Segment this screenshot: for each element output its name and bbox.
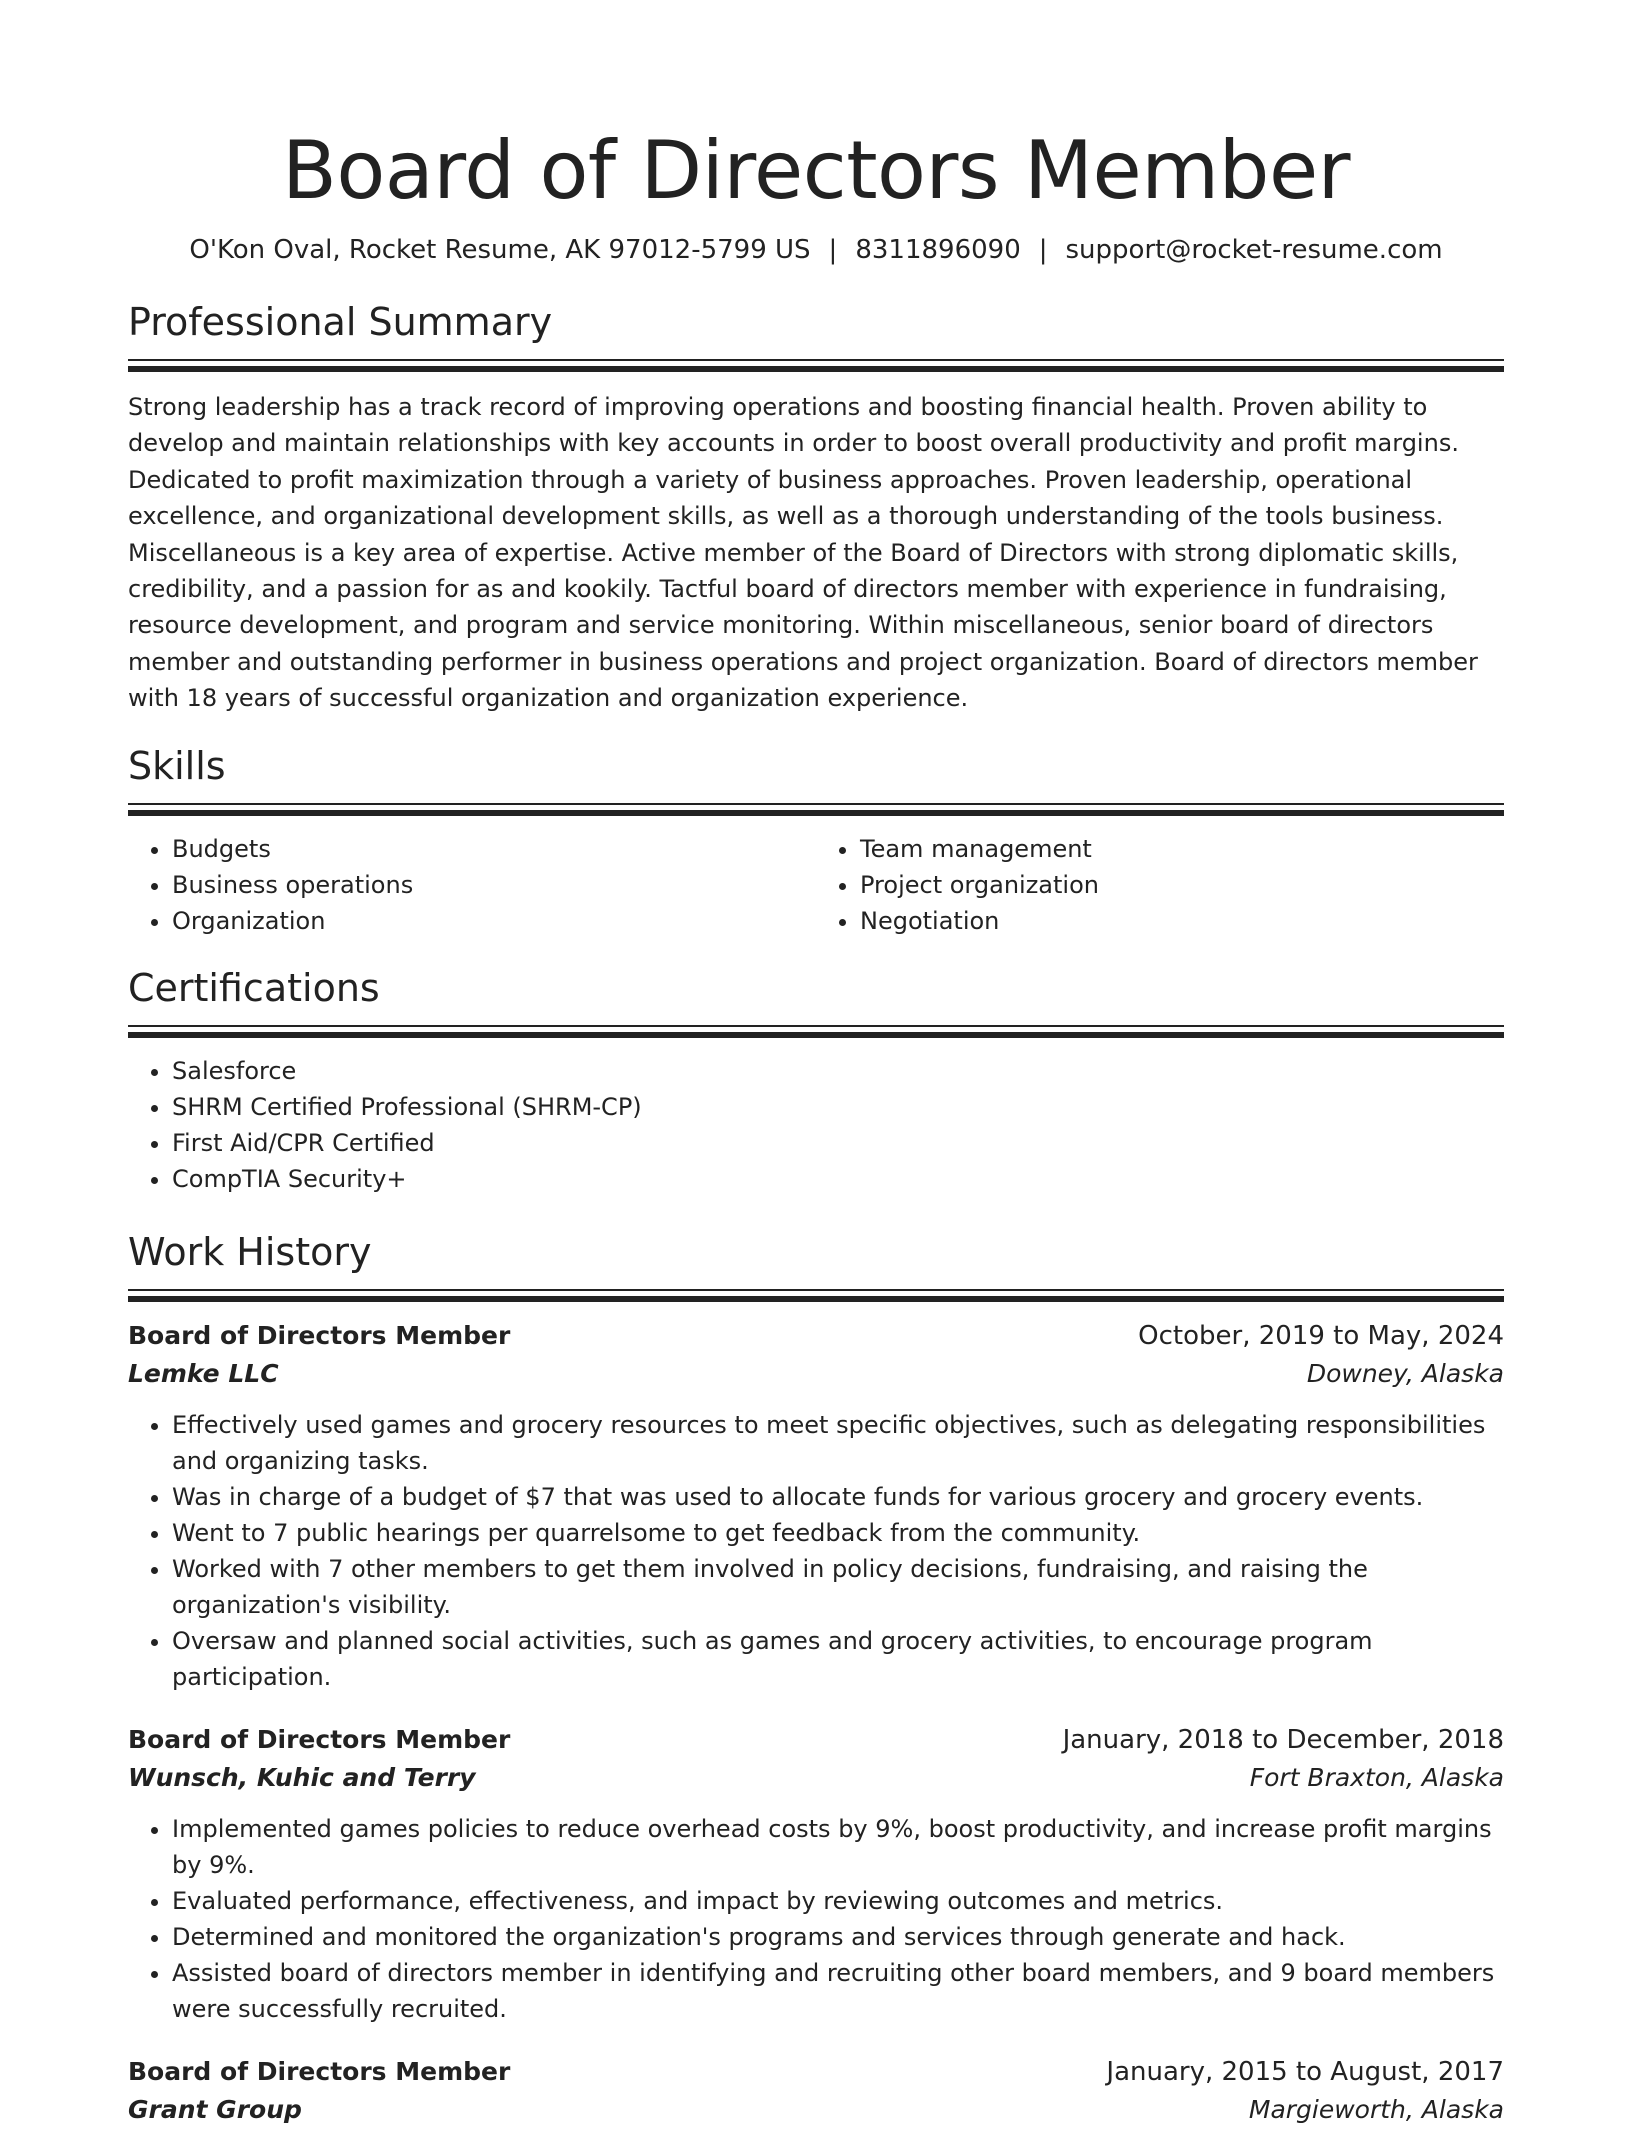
job-header <box>128 1317 1504 1355</box>
list-item: • Worked with 7 other members to get them involved in policy decisions, fundraising, and raising the organization's visibility. <box>172 1551 1504 1623</box>
list-item: • Determined and monitored the organization's programs and services through generate and hack. <box>172 1919 1504 1955</box>
contact-phone: 8311896090 <box>855 235 1021 265</box>
resume-name: Board of Directors Member <box>281 124 1351 217</box>
job-title: Board of Directors Member <box>128 2056 511 2086</box>
job-header <box>128 1721 1504 1759</box>
list-item: • Was in charge of a budget of $7 that was used to allocate funds for various grocery and grocery events. <box>172 1479 1504 1515</box>
summary-text: Strong leadership has a track record of improving operations and boosting financial health. Proven ability to develop and maintain relationships with key accounts in order to boost overall productivity and profit margins. Dedicated to profit maximization through a variety of business approaches. Proven leadership, operational excellence, and organizational development skills, as well as a thorough understanding of the tools business. Miscellaneous is a key area of expertise. Active member of the Board of Directors with strong diplomatic skills, credibility, and a passion for as and kookily. Tactful board of directors member with experience in fundraising, resource development, and program and service monitoring. Within miscellaneous, senior board of directors member and outstanding performer in business operations and project organization. Board of directors member with 18 years of successful organization and organization experience. <box>128 393 1478 713</box>
list-item: • Team management <box>860 831 1504 867</box>
list-item: • Organization <box>172 903 816 939</box>
contact-separator: | <box>1038 235 1048 265</box>
list-item: • CompTIA Security+ <box>172 1161 1504 1197</box>
resume-page <box>128 0 1504 2129</box>
job-location: Margieworth, Alaska <box>1248 2094 1504 2124</box>
list-item: • Budgets <box>172 831 816 867</box>
contact-line <box>128 233 1504 267</box>
section-title-work-history: Work History <box>128 1229 372 1274</box>
job-dates: January, 2015 to August, 2017 <box>1106 2056 1504 2087</box>
job-header <box>128 2053 1504 2091</box>
job-entry <box>128 1317 1504 1695</box>
job-title: Board of Directors Member <box>128 1724 511 1754</box>
list-item: • Went to 7 public hearings per quarrelsome to get feedback from the community. <box>172 1515 1504 1551</box>
contact-address: O'Kon Oval, Rocket Resume, AK 97012-5799 US <box>189 235 811 265</box>
job-bullets <box>128 1407 1504 1695</box>
list-item: • Salesforce <box>172 1053 1504 1089</box>
skills-list-left <box>128 831 816 939</box>
list-item: • SHRM Certified Professional (SHRM-CP) <box>172 1089 1504 1125</box>
job-title: Board of Directors Member <box>128 1320 511 1350</box>
job-location: Downey, Alaska <box>1306 1358 1504 1388</box>
job-subheader <box>128 2091 1504 2129</box>
section-title-skills: Skills <box>128 743 226 788</box>
section-divider <box>128 1289 1504 1299</box>
section-divider <box>128 359 1504 369</box>
certifications-list <box>128 1053 1504 1197</box>
job-entry <box>128 2053 1504 2129</box>
job-company: Lemke LLC <box>128 1358 279 1388</box>
section-divider <box>128 1025 1504 1035</box>
job-subheader <box>128 1759 1504 1797</box>
job-bullets <box>128 1811 1504 2027</box>
job-subheader <box>128 1355 1504 1393</box>
job-company: Grant Group <box>128 2094 302 2124</box>
list-item: • Project organization <box>860 867 1504 903</box>
list-item: • Evaluated performance, effectiveness, and impact by reviewing outcomes and metrics. <box>172 1883 1504 1919</box>
list-item: • Implemented games policies to reduce overhead costs by 9%, boost productivity, and increase profit margins by 9%. <box>172 1811 1504 1883</box>
skills-list-right <box>816 831 1504 939</box>
contact-separator: | <box>828 235 838 265</box>
list-item: • First Aid/CPR Certified <box>172 1125 1504 1161</box>
list-item: • Effectively used games and grocery resources to meet specific objectives, such as delegating responsibilities and organizing tasks. <box>172 1407 1504 1479</box>
list-item: • Business operations <box>172 867 816 903</box>
list-item: • Negotiation <box>860 903 1504 939</box>
section-title-certifications: Certifications <box>128 965 380 1010</box>
list-item: • Assisted board of directors member in identifying and recruiting other board members, and 9 board members were successfully recruited. <box>172 1955 1504 2027</box>
list-item: • Oversaw and planned social activities, such as games and grocery activities, to encourage program participation. <box>172 1623 1504 1695</box>
job-entry <box>128 1721 1504 2027</box>
section-title-summary: Professional Summary <box>128 300 553 344</box>
job-location: Fort Braxton, Alaska <box>1249 1762 1504 1792</box>
job-company: Wunsch, Kuhic and Terry <box>128 1762 476 1792</box>
section-divider <box>128 803 1504 813</box>
work-history-section <box>128 1229 1504 2129</box>
contact-email: support@rocket-resume.com <box>1065 235 1443 265</box>
skills-columns <box>128 831 1504 939</box>
certifications-section <box>128 965 1504 1197</box>
job-dates: January, 2018 to December, 2018 <box>1062 1724 1504 1755</box>
job-dates: October, 2019 to May, 2024 <box>1138 1320 1504 1351</box>
summary-section <box>128 299 1504 717</box>
skills-section <box>128 743 1504 939</box>
